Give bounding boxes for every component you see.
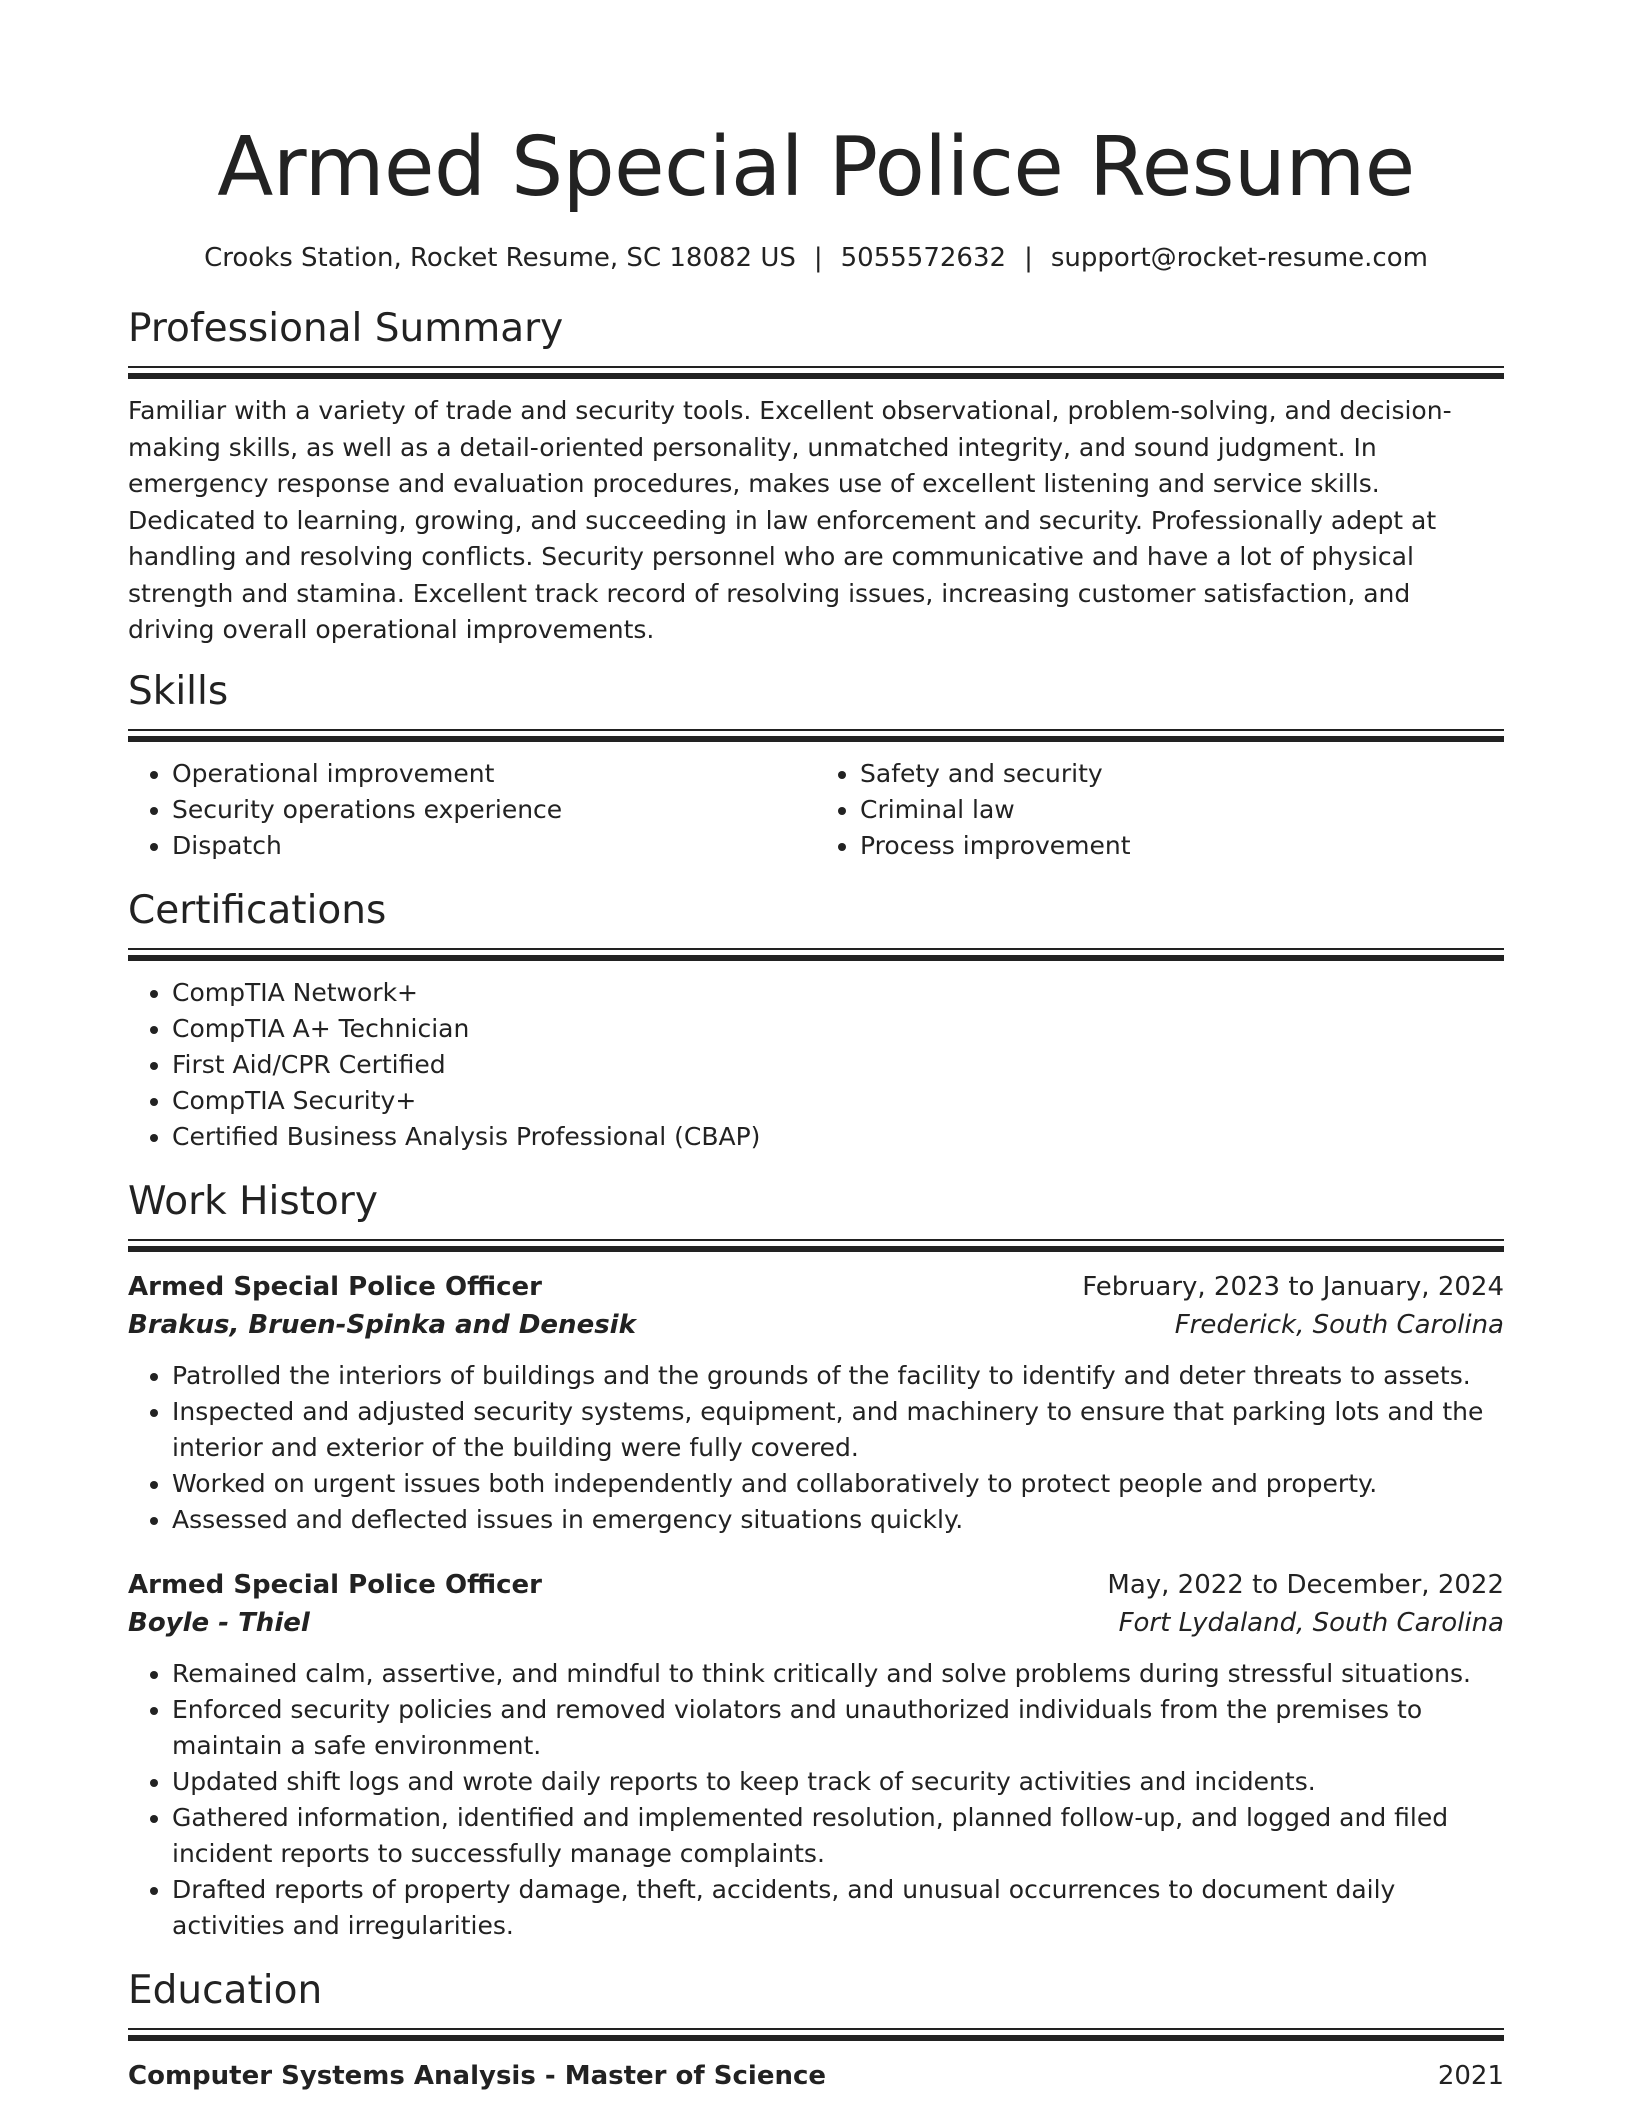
section-heading: Professional Summary (128, 306, 564, 351)
job-title: Armed Special Police Officer (128, 1271, 542, 1302)
section-heading: Work History (128, 1178, 378, 1224)
job-bullet: • Remained calm, assertive, and mindful to think critically and solve problems during stressful situations. (172, 1656, 1504, 1692)
job-entry (128, 1268, 1504, 1538)
skill-item: • Dispatch (172, 828, 816, 864)
job-bullet: • Gathered information, identified and implemented resolution, planned follow-up, and logged and filed incident reports to successfully manage complaints. (172, 1800, 1504, 1872)
job-bullet: • Assessed and deflected issues in emergency situations quickly. (172, 1502, 1504, 1538)
job-location: Frederick, South Carolina (1174, 1309, 1504, 1340)
contact-address: Crooks Station, Rocket Resume, SC 18082 US (204, 243, 796, 273)
section-heading: Education (128, 1967, 323, 2013)
summary-text: Familiar with a variety of trade and security tools. Excellent observational, problem-solving, and decision-making skills, as well as a detail-oriented personality, unmatched integrity, and sound judgment. In emergency response and evaluation procedures, makes use of excellent listening and service skills. Dedicated to learning, growing, and succeeding in law enforcement and security. Professionally adept at handling and resolving conflicts. Security personnel who are communicative and have a lot of physical strength and stamina. Excellent track record of resolving issues, increasing customer satisfaction, and driving overall operational improvements. (128, 396, 1452, 644)
certifications-list (128, 975, 1504, 1155)
job-company: Brakus, Bruen-Spinka and Denesik (128, 1309, 636, 1340)
section-heading: Skills (128, 668, 229, 714)
section-certifications (128, 886, 1504, 1155)
certification-item: • Certified Business Analysis Professional (CBAP) (172, 1119, 1504, 1155)
job-company: Boyle - Thiel (128, 1607, 310, 1638)
certification-item: • CompTIA Network+ (172, 975, 1504, 1011)
section-divider (128, 2028, 1504, 2041)
job-bullet: • Drafted reports of property damage, theft, accidents, and unusual occurrences to document daily activities and irregularities. (172, 1872, 1504, 1944)
skill-item: • Operational improvement (172, 756, 816, 792)
certification-item: • CompTIA Security+ (172, 1083, 1504, 1119)
job-entry (128, 1566, 1504, 1944)
job-dates: February, 2023 to January, 2024 (1082, 1271, 1504, 1302)
section-divider (128, 729, 1504, 742)
job-subheader (128, 1306, 1504, 1344)
certification-item: • First Aid/CPR Certified (172, 1047, 1504, 1083)
skills-column-right (816, 756, 1504, 864)
skill-item: • Criminal law (860, 792, 1504, 828)
job-bullet: • Enforced security policies and removed violators and unauthorized individuals from the premises to maintain a safe environment. (172, 1692, 1504, 1764)
job-title: Armed Special Police Officer (128, 1569, 542, 1600)
contact-line (128, 240, 1504, 276)
skill-item: • Safety and security (860, 756, 1504, 792)
section-divider (128, 1239, 1504, 1252)
contact-separator: | (813, 243, 823, 273)
section-skills (128, 667, 1504, 864)
job-bullets (128, 1358, 1504, 1538)
section-divider (128, 948, 1504, 961)
resume-title: Armed Special Police Resume (217, 120, 1415, 215)
section-work-history (128, 1177, 1504, 1944)
job-bullet: • Updated shift logs and wrote daily reports to keep track of security activities and incidents. (172, 1764, 1504, 1800)
education-degree: Computer Systems Analysis - Master of Science (128, 2060, 827, 2091)
job-location: Fort Lydaland, South Carolina (1118, 1607, 1504, 1638)
job-bullet: • Worked on urgent issues both independently and collaboratively to protect people and property. (172, 1466, 1504, 1502)
skills-column-left (128, 756, 816, 864)
skills-list (128, 756, 1504, 864)
job-bullet: • Patrolled the interiors of buildings and the grounds of the facility to identify and deter threats to assets. (172, 1358, 1504, 1394)
section-heading: Certifications (128, 887, 387, 933)
job-bullets (128, 1656, 1504, 1944)
contact-phone: 5055572632 (840, 243, 1007, 273)
section-summary (128, 304, 1504, 649)
skill-item: • Security operations experience (172, 792, 816, 828)
contact-separator: | (1024, 243, 1033, 273)
contact-email: support@rocket-resume.com (1050, 243, 1428, 273)
section-education (128, 1966, 1504, 2095)
job-bullet: • Inspected and adjusted security systems, equipment, and machinery to ensure that parking lots and the interior and exterior of the building were fully covered. (172, 1394, 1504, 1466)
education-entry (128, 2057, 1504, 2095)
education-year: 2021 (1437, 2060, 1504, 2091)
section-divider (128, 366, 1504, 379)
job-dates: May, 2022 to December, 2022 (1107, 1569, 1504, 1600)
job-header (128, 1566, 1504, 1604)
skill-item: • Process improvement (860, 828, 1504, 864)
certification-item: • CompTIA A+ Technician (172, 1011, 1504, 1047)
job-header (128, 1268, 1504, 1306)
job-subheader (128, 1604, 1504, 1642)
